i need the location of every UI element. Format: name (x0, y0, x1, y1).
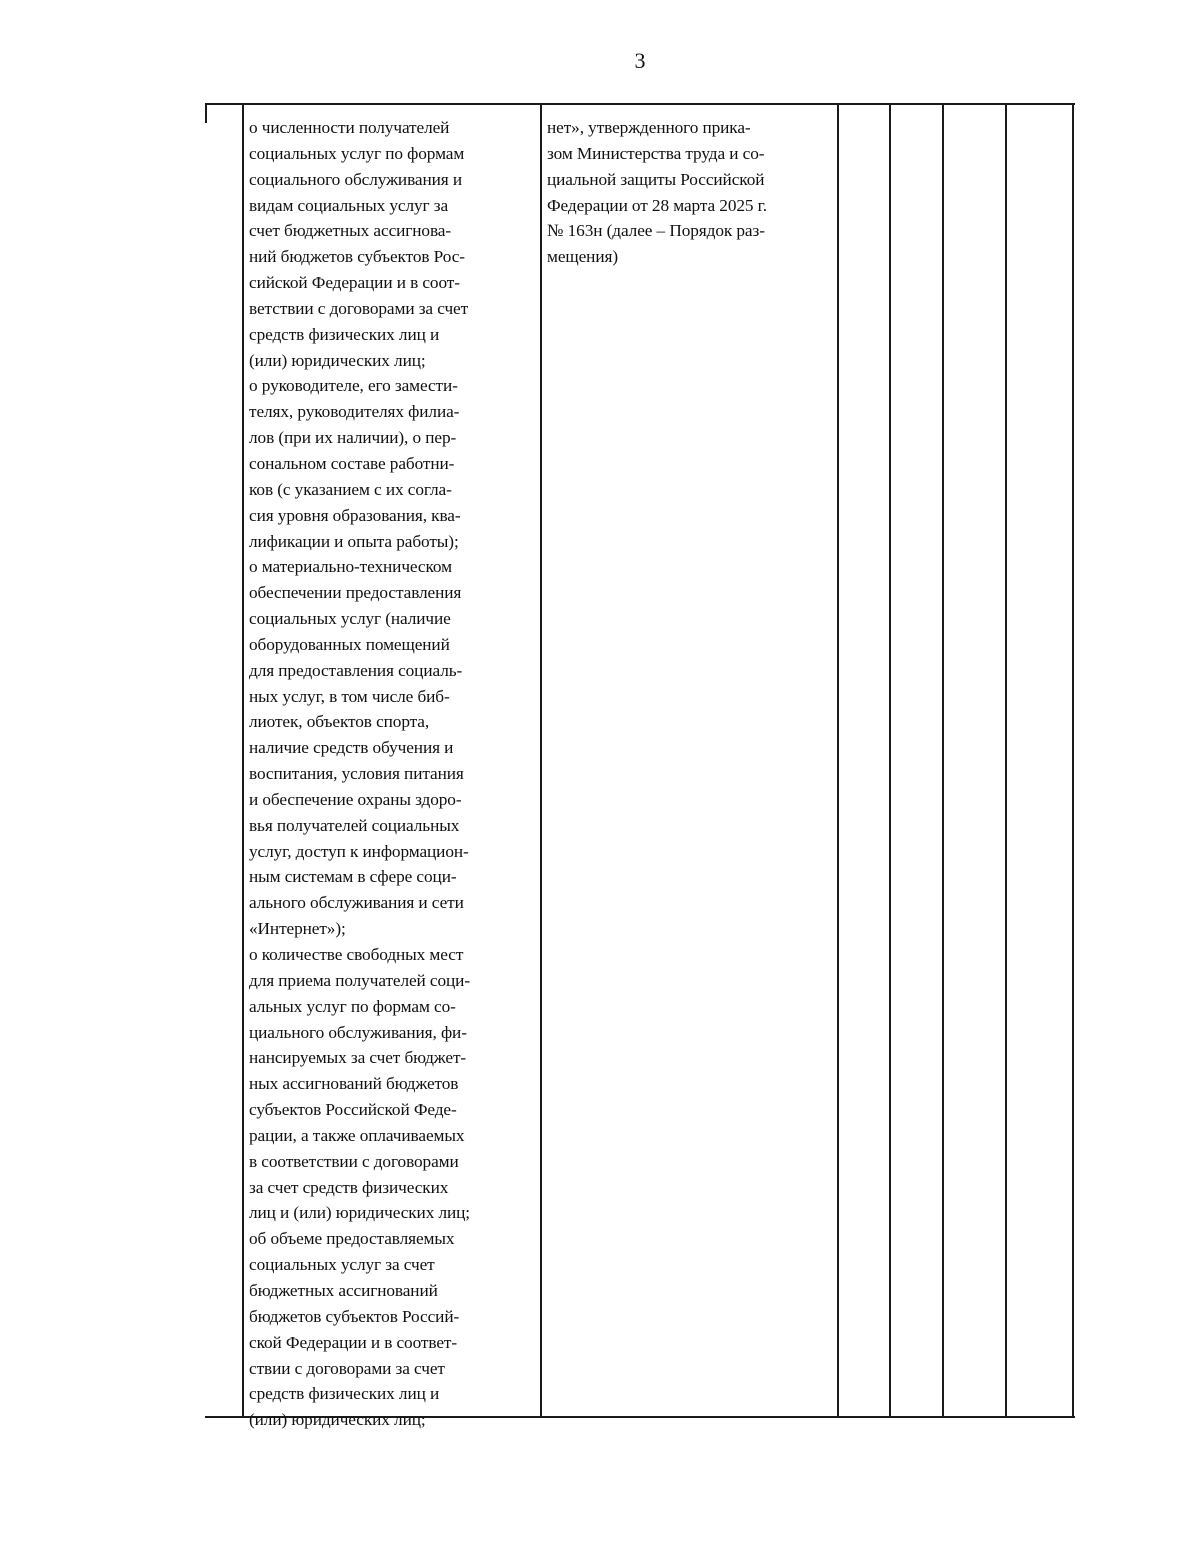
column-divider-1 (242, 103, 244, 1417)
column-divider-4 (889, 103, 891, 1417)
column-divider-5 (942, 103, 944, 1417)
table-left-stub (205, 103, 207, 123)
table-cell-column-1: о численности получателей социальных услуг по формам социального обслуживания и видам социальных услуг за счет бюджетных ассигнова- ний бюджетов субъектов Рос- сийской Федерации и в соот- ветствии с договорами за счет средств физических лиц и (или) юридических лиц; о руководителе, его замести- телях, руководителях филиа- лов (при их наличии), о пер- сональном составе работни- ков (с указанием с их согла- сия уровня образования, ква- лификации и опыта работы); о материально-техническом обеспечении предоставления социальных услуг (наличие оборудованных помещений для предоставления социаль- ных услуг, в том числе биб- лиотек, объектов спорта, наличие средств обучения и воспитания, условия питания и обеспечение охраны здоро- вья получателей социальных услуг, доступ к информацион- ным системам в сфере соци- ального обслуживания и сети «Интернет»); о количестве свободных мест для приема получателей соци- альных услуг по формам со- циального обслуживания, фи- нансируемых за счет бюджет- ных ассигнований бюджетов субъектов Российской Феде- рации, а также оплачиваемых в соответствии с договорами за счет средств физических лиц и (или) юридических лиц; об объеме предоставляемых социальных услуг за счет бюджетных ассигнований бюджетов субъектов Россий- ской Федерации и в соответ- ствии с договорами за счет средств физических лиц и (или) юридических лиц; (249, 118, 470, 1430)
page-number: 3 (634, 48, 646, 73)
table-top-border (207, 103, 1075, 105)
column-divider-3 (837, 103, 839, 1417)
column-divider-6 (1005, 103, 1007, 1417)
column-divider-2 (540, 103, 542, 1417)
table-cell-column-2: нет», утвержденного прика- зом Министерства труда и со- циальной защиты Российской Федерации от 28 марта 2025 г. № 163н (далее – Порядок раз- мещения) (547, 118, 767, 267)
column-divider-7 (1072, 103, 1074, 1417)
